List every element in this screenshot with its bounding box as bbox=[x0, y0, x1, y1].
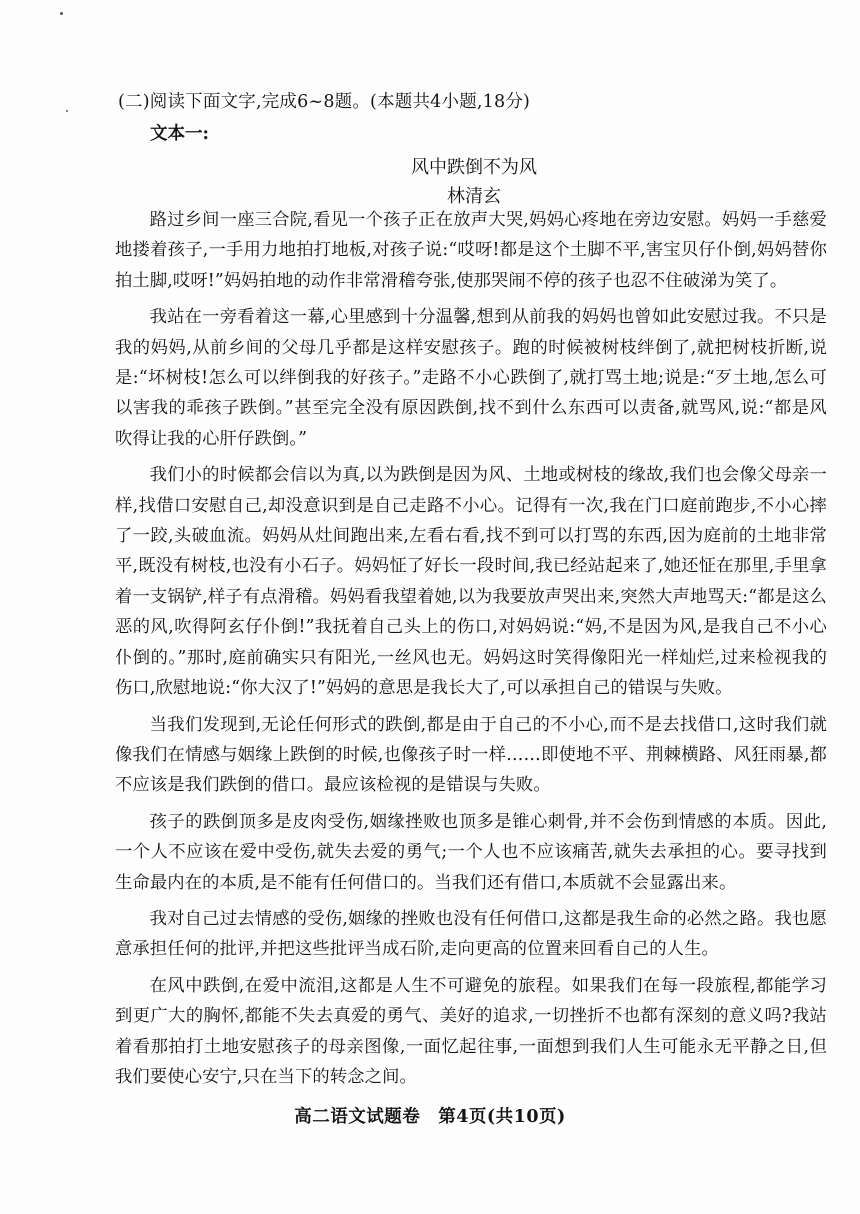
paragraph: 当我们发现到,无论任何形式的跌倒,都是由于自己的不小心,而不是去找借口,这时我们就像我们在情感与姻缘上跌倒的时候,也像孩子时一样……即使地不平、荆棘横路、风狂雨暴,都不应该是我们跌倒的借口。最应该检视的是错误与失败。 bbox=[115, 714, 827, 796]
scan-speck bbox=[60, 12, 63, 15]
paragraph: 在风中跌倒,在爱中流泪,这都是人生不可避免的旅程。如果我们在每一段旅程,都能学习到更广大的胸怀,都能不失去真爱的勇气、美好的追求,一切挫折不也都有深刻的意义吗?我站着看那拍打土地安慰孩子的母亲图像,一面忆起往事,一面想到我们人生可能永无平静之日,但我们要使心安宁,只在当下的转念之间。 bbox=[115, 975, 827, 1087]
article-title: 风中跌倒不为风 bbox=[411, 157, 537, 178]
section-heading: (二)阅读下面文字,完成6~8题。(本题共4小题,18分) bbox=[118, 92, 531, 112]
scan-speck bbox=[66, 110, 68, 112]
text-label: 文本一: bbox=[150, 124, 209, 144]
paragraph: 孩子的跌倒顶多是皮肉受伤,姻缘挫败也顶多是锥心刺骨,并不会伤到情感的本质。因此,一个人不应该在爱中受伤,就失去爱的勇气;一个人也不应该痛苦,就失去承担的心。要寻找到生命最内在的本质,是不能有任何借口的。当我们还有借口,本质就不会显露出来。 bbox=[115, 811, 827, 893]
paragraph: 路过乡间一座三合院,看见一个孩子正在放声大哭,妈妈心疼地在旁边安慰。妈妈一手慈爱地搂着孩子,一手用力地拍打地板,对孩子说:“哎呀!都是这个土脚不平,害宝贝仔仆倒,妈妈替你拍土脚,哎呀!”妈妈拍地的动作非常滑稽夸张,使那哭闹不停的孩子也忍不住破涕为笑了。 bbox=[115, 210, 827, 291]
paragraph: 我站在一旁看着这一幕,心里感到十分温馨,想到从前我的妈妈也曾如此安慰过我。不只是我的妈妈,从前乡间的父母几乎都是这样安慰孩子。跑的时候被树枝绊倒了,就把树枝折断,说是:“坏树枝!怎么可以绊倒我的好孩子。”走路不小心跌倒了,就打骂土地;说是:“歹土地,怎么可以害我的乖孩子跌倒。”甚至完全没有原因跌倒,找不到什么东西可以责备,就骂风,说:“都是风吹得让我的心肝仔跌倒。” bbox=[115, 307, 827, 449]
paragraph: 我们小的时候都会信以为真,以为跌倒是因为风、土地或树枝的缘故,我们也会像父母亲一样,找借口安慰自己,却没意识到是自己走路不小心。记得有一次,我在门口庭前跑步,不小心摔了一跤,头破血流。妈妈从灶间跑出来,左看右看,找不到可以打骂的东西,因为庭前的土地非常平,既没有树枝,也没有小石子。妈妈怔了好长一段时间,我已经站起来了,她还怔在那里,手里拿着一支锅铲,样子有点滑稽。妈妈看我望着她,以为我要放声哭出来,突然大声地骂天:“都是这么恶的风,吹得阿玄仔仆倒!”我抚着自己头上的伤口,对妈妈说:“妈,不是因为风,是我自己不小心仆倒的。”那时,庭前确实只有阳光,一丝风也无。妈妈这时笑得像阳光一样灿烂,过来检视我的伤口,欣慰地说:“你大汉了!”妈妈的意思是我长大了,可以承担自己的错误与失败。 bbox=[115, 465, 827, 699]
article-body bbox=[115, 205, 827, 1098]
paragraph: 我对自己过去情感的受伤,姻缘的挫败也没有任何借口,这都是我生命的必然之路。我也愿意承担任何的批评,并把这些批评当成石阶,走向更高的位置来回看自己的人生。 bbox=[115, 908, 827, 960]
page-footer: 高二语文试题卷 第4页(共10页) bbox=[294, 1107, 566, 1127]
article-author: 林清玄 bbox=[447, 186, 501, 207]
